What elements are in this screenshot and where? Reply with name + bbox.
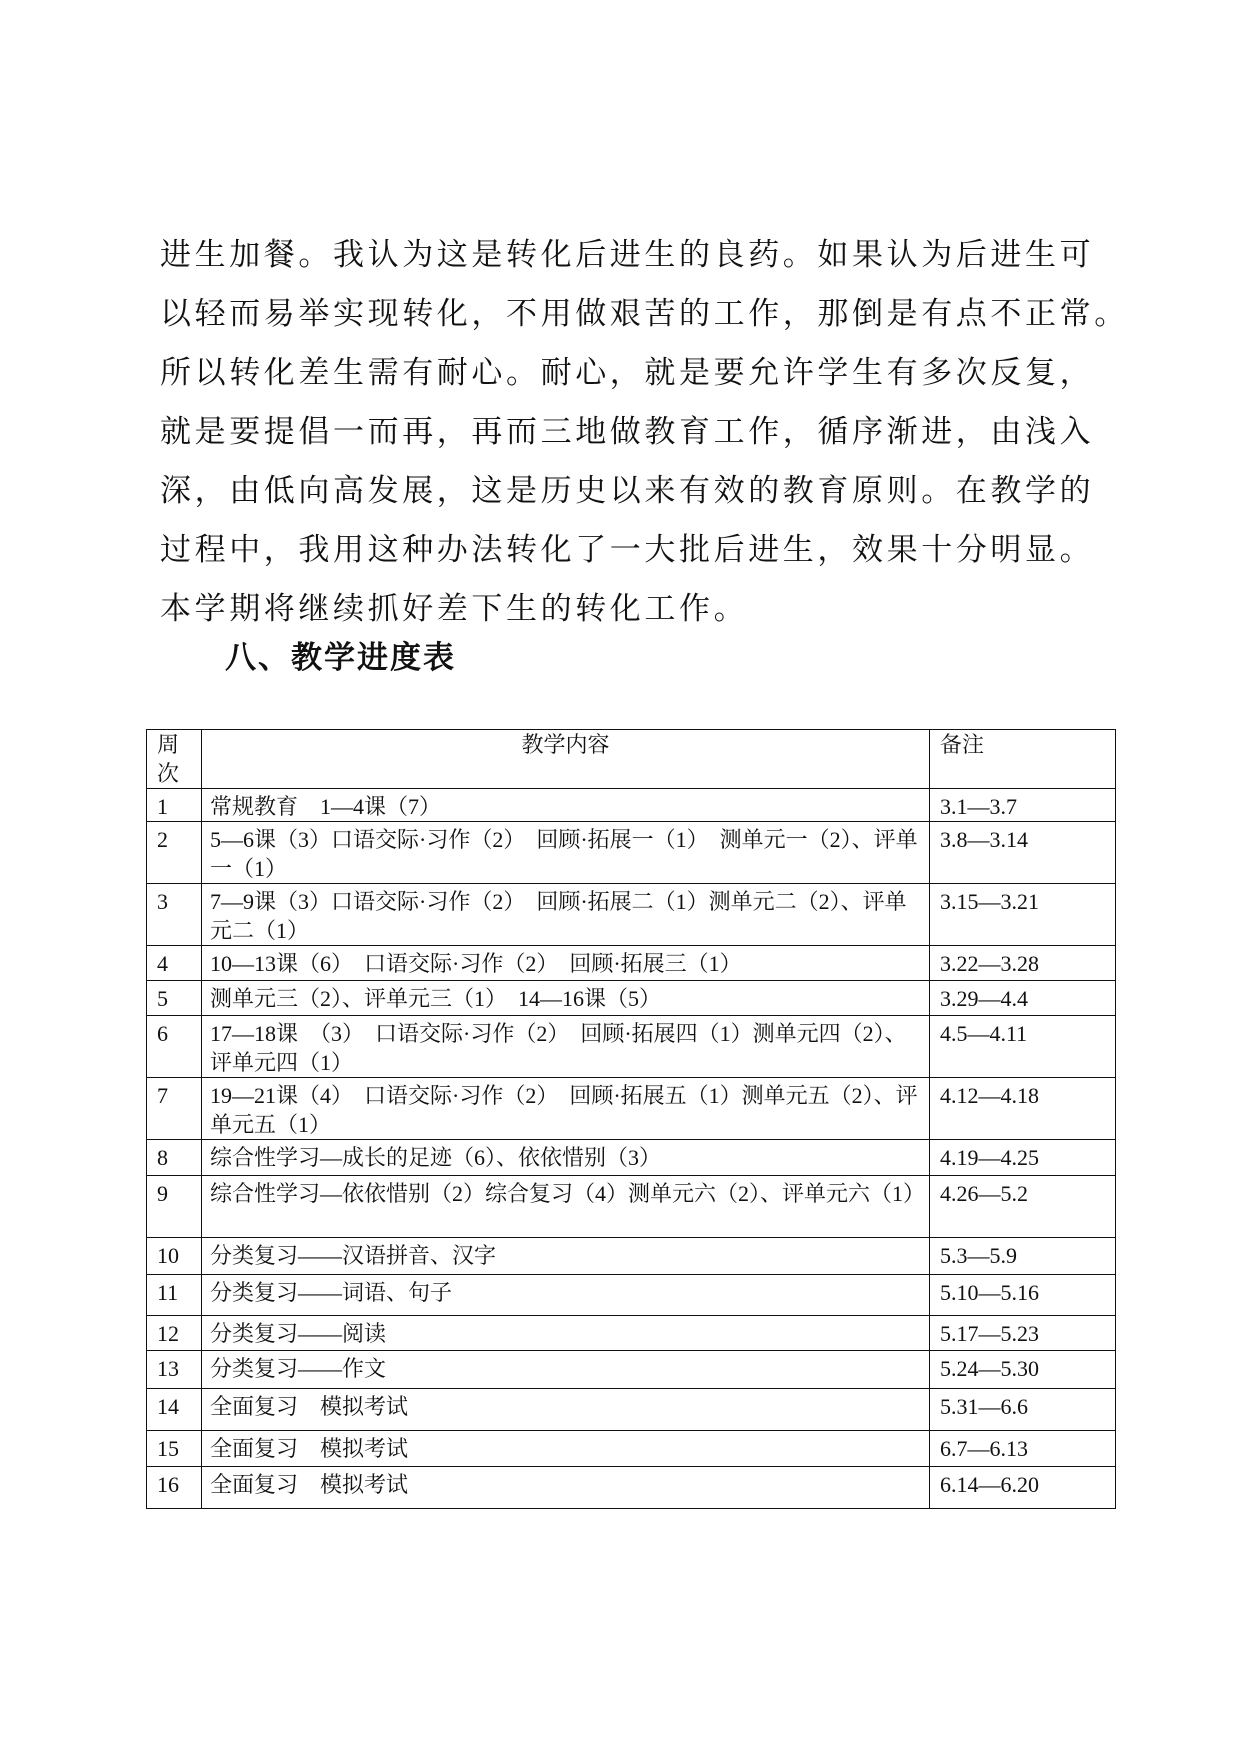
week-cell-text: 7 xyxy=(157,1083,168,1108)
note-cell-text: 4.12—4.18 xyxy=(940,1083,1039,1108)
week-cell-text: 13 xyxy=(157,1356,179,1381)
week-cell-text: 8 xyxy=(157,1145,168,1170)
table-row xyxy=(147,822,1116,884)
content-cell xyxy=(202,1140,930,1176)
week-cell xyxy=(147,1351,202,1389)
note-cell xyxy=(930,789,1116,822)
content-cell-text: 测单元三（2）、评单元三（1） 14—16课（5） xyxy=(210,986,662,1011)
table-header-row xyxy=(147,730,1116,789)
week-cell-text: 12 xyxy=(157,1321,179,1346)
note-cell-text: 5.3—5.9 xyxy=(940,1243,1017,1268)
paragraph-line: 所以转化差生需有耐心。耐心，就是要允许学生有多次反复， xyxy=(160,355,1095,391)
table-row xyxy=(147,1140,1116,1176)
table-row xyxy=(147,789,1116,822)
content-cell xyxy=(202,1176,930,1238)
content-cell xyxy=(202,822,930,884)
note-cell xyxy=(930,884,1116,946)
week-cell-text: 3 xyxy=(157,889,168,914)
table-row xyxy=(147,1316,1116,1351)
note-cell-text: 5.31—6.6 xyxy=(940,1394,1028,1419)
week-cell xyxy=(147,946,202,981)
week-cell-text: 1 xyxy=(157,794,168,819)
week-cell xyxy=(147,1431,202,1467)
note-cell xyxy=(930,981,1116,1016)
note-cell xyxy=(930,822,1116,884)
week-cell-text: 9 xyxy=(157,1181,168,1206)
week-cell xyxy=(147,1389,202,1431)
paragraph-line: 本学期将继续抓好差下生的转化工作。 xyxy=(160,591,749,627)
table-row xyxy=(147,981,1116,1016)
note-cell xyxy=(930,1176,1116,1238)
paragraph-line: 过程中，我用这种办法转化了一大批后进生，效果十分明显。 xyxy=(160,532,1095,568)
week-cell xyxy=(147,1238,202,1275)
note-cell-text: 5.17—5.23 xyxy=(940,1321,1039,1346)
week-cell-text: 15 xyxy=(157,1436,179,1461)
content-cell xyxy=(202,1467,930,1509)
note-cell-text: 5.10—5.16 xyxy=(940,1280,1039,1305)
content-cell-text: 全面复习 模拟考试 xyxy=(210,1436,409,1461)
week-cell-text: 4 xyxy=(157,951,168,976)
note-cell-text: 3.8—3.14 xyxy=(940,827,1028,852)
table-row xyxy=(147,1238,1116,1275)
week-cell xyxy=(147,1078,202,1140)
content-cell xyxy=(202,946,930,981)
week-cell xyxy=(147,884,202,946)
note-cell xyxy=(930,1467,1116,1509)
week-cell xyxy=(147,1467,202,1509)
week-cell xyxy=(147,1316,202,1351)
content-cell xyxy=(202,884,930,946)
content-cell xyxy=(202,1316,930,1351)
paragraph-line: 以轻而易举实现转化，不用做艰苦的工作，那倒是有点不正常。 xyxy=(160,296,1129,332)
content-cell-text: 分类复习——作文 xyxy=(210,1356,387,1381)
content-cell xyxy=(202,1351,930,1389)
note-cell-text: 3.1—3.7 xyxy=(940,794,1017,819)
week-cell xyxy=(147,789,202,822)
note-cell xyxy=(930,1016,1116,1078)
content-cell-text: 综合性学习—依依惜别（2）综合复习（4）测单元六（2）、评单元六（1） xyxy=(210,1181,926,1206)
note-cell-text: 3.29—4.4 xyxy=(940,986,1028,1011)
content-cell xyxy=(202,1078,930,1140)
content-cell-text: 常规教育 1—4课（7） xyxy=(210,794,442,819)
note-cell-text: 3.15—3.21 xyxy=(940,889,1039,914)
content-cell-text: 全面复习 模拟考试 xyxy=(210,1472,409,1497)
table-row xyxy=(147,1467,1116,1509)
note-cell xyxy=(930,1238,1116,1275)
note-cell xyxy=(930,1275,1116,1316)
table-row xyxy=(147,1078,1116,1140)
note-cell-text: 6.14—6.20 xyxy=(940,1472,1039,1497)
note-cell xyxy=(930,1140,1116,1176)
content-cell-text: 7—9课（3）口语交际·习作（2） 回顾·拓展二（1）测单元二（2）、评单元二（1） xyxy=(210,889,907,943)
content-cell-text: 17—18课 （3） 口语交际·习作（2） 回顾·拓展四（1）测单元四（2）、评单元四（1） xyxy=(210,1021,907,1075)
content-cell-text: 全面复习 模拟考试 xyxy=(210,1394,409,1419)
content-cell xyxy=(202,1275,930,1316)
note-cell xyxy=(930,1316,1116,1351)
content-cell-text: 综合性学习—成长的足迹（6）、依依惜别（3） xyxy=(210,1145,662,1170)
week-cell xyxy=(147,1275,202,1316)
table-row xyxy=(147,1275,1116,1316)
week-cell-text: 11 xyxy=(157,1280,179,1305)
body-paragraph xyxy=(160,226,1129,639)
header-content: 教学内容 xyxy=(202,730,930,789)
content-cell xyxy=(202,1238,930,1275)
note-cell xyxy=(930,1351,1116,1389)
week-cell-text: 5 xyxy=(157,986,168,1011)
note-cell-text: 5.24—5.30 xyxy=(940,1356,1039,1381)
note-cell-text: 4.5—4.11 xyxy=(940,1021,1028,1046)
content-cell xyxy=(202,1389,930,1431)
note-cell-text: 3.22—3.28 xyxy=(940,951,1039,976)
content-cell-text: 5—6课（3）口语交际·习作（2） 回顾·拓展一（1） 测单元一（2）、评单一（1） xyxy=(210,827,918,881)
week-cell-text: 10 xyxy=(157,1243,179,1268)
week-cell-text: 14 xyxy=(157,1394,179,1419)
week-cell xyxy=(147,1016,202,1078)
content-cell xyxy=(202,789,930,822)
week-cell-text: 6 xyxy=(157,1021,168,1046)
content-cell-text: 分类复习——词语、句子 xyxy=(210,1280,453,1305)
section-heading: 八、教学进度表 xyxy=(225,640,456,676)
paragraph-line: 就是要提倡一而再，再而三地做教育工作，循序渐进，由浅入 xyxy=(160,414,1095,450)
note-cell-text: 4.19—4.25 xyxy=(940,1145,1039,1170)
note-cell-text: 4.26—5.2 xyxy=(940,1181,1028,1206)
note-cell xyxy=(930,1078,1116,1140)
content-cell-text: 10—13课（6） 口语交际·习作（2） 回顾·拓展三（1） xyxy=(210,951,742,976)
week-cell xyxy=(147,981,202,1016)
table-row xyxy=(147,946,1116,981)
content-cell xyxy=(202,1016,930,1078)
week-cell-text: 16 xyxy=(157,1472,179,1497)
note-cell-text: 6.7—6.13 xyxy=(940,1436,1028,1461)
week-cell xyxy=(147,1140,202,1176)
week-cell-text: 2 xyxy=(157,827,168,852)
table-row xyxy=(147,1176,1116,1238)
week-cell xyxy=(147,822,202,884)
table-row xyxy=(147,884,1116,946)
week-cell xyxy=(147,1176,202,1238)
paragraph-line: 深，由低向高发展，这是历史以来有效的教育原则。在教学的 xyxy=(160,473,1095,509)
content-cell-text: 分类复习——阅读 xyxy=(210,1321,387,1346)
header-week: 周次 xyxy=(147,730,202,789)
note-cell xyxy=(930,946,1116,981)
note-cell xyxy=(930,1431,1116,1467)
table-row xyxy=(147,1389,1116,1431)
table-row xyxy=(147,1016,1116,1078)
content-cell-text: 19—21课（4） 口语交际·习作（2） 回顾·拓展五（1）测单元五（2）、评单元五（1） xyxy=(210,1083,918,1137)
header-note: 备注 xyxy=(930,730,1116,789)
table-row xyxy=(147,1431,1116,1467)
table-row xyxy=(147,1351,1116,1389)
content-cell xyxy=(202,981,930,1016)
content-cell-text: 分类复习——汉语拼音、汉字 xyxy=(210,1243,497,1268)
schedule-table xyxy=(146,729,1116,1509)
note-cell xyxy=(930,1389,1116,1431)
paragraph-line: 进生加餐。我认为这是转化后进生的良药。如果认为后进生可 xyxy=(160,237,1095,273)
content-cell xyxy=(202,1431,930,1467)
